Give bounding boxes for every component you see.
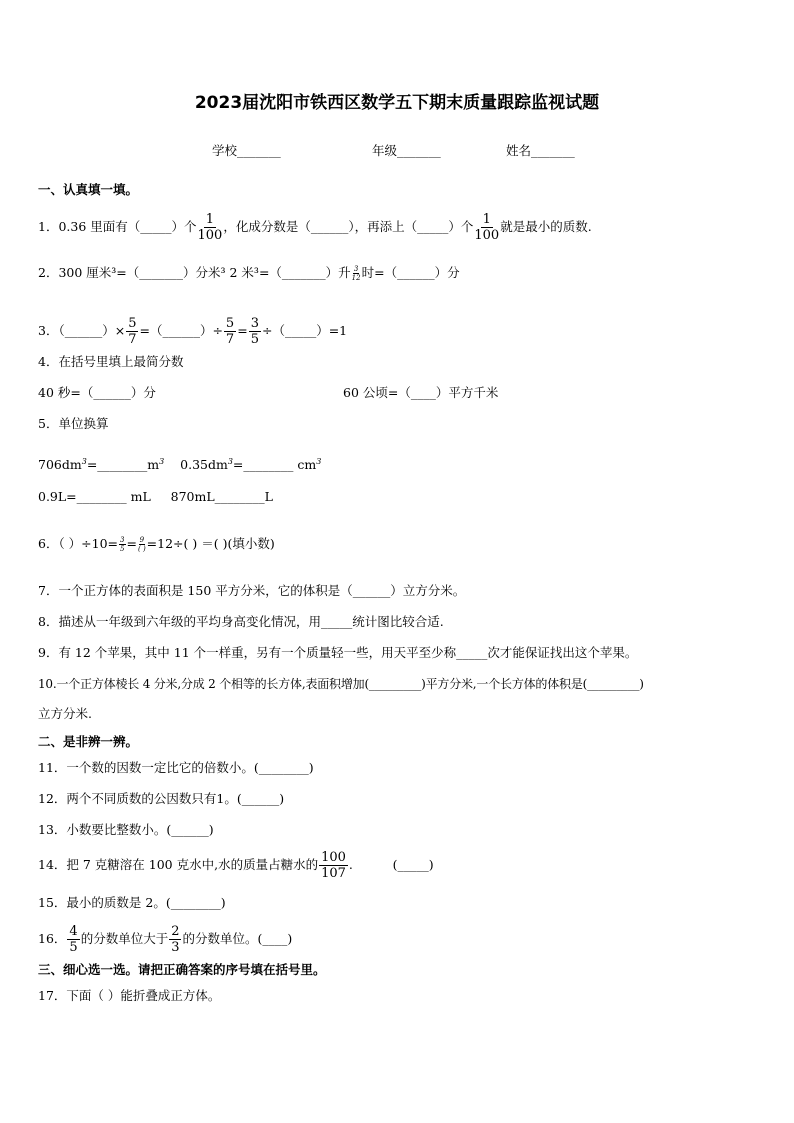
question-17: 17．下面（ ）能折叠成正方体。 bbox=[38, 988, 221, 1003]
fraction: $\frac{2}{3}$ bbox=[171, 924, 180, 955]
q16-text-a: 16． bbox=[38, 931, 67, 946]
q3-text-b: =（______）÷ bbox=[139, 323, 223, 338]
question-16 bbox=[38, 924, 292, 955]
q14-text-a: 14．把 7 克糖溶在 100 克水中,水的质量占糖水的 bbox=[38, 857, 319, 872]
question-4a: 40 秒=（______）分 bbox=[38, 385, 156, 400]
question-4: 4．在括号里填上最简分数 bbox=[38, 354, 184, 369]
q6-text-a: 6．（ ）÷10= bbox=[38, 536, 119, 551]
section-3-heading: 三、细心选一选。请把正确答案的序号填在括号里。 bbox=[38, 962, 326, 977]
question-12: 12．两个不同质数的公因数只有1。(______) bbox=[38, 791, 285, 806]
fraction: $\frac{4}{5}$ bbox=[69, 924, 78, 955]
fraction: $\frac{3}{5}$ bbox=[250, 316, 259, 347]
q1-text-b: ，化成分数是（______），再添上（_____）个 bbox=[223, 219, 474, 234]
question-10: 10.一个正方体棱长 4 分米,分成 2 个相等的长方体,表面积增加(_________)平方分米,一个长方体的体积是(_________) bbox=[38, 677, 644, 691]
q16-text-c: 的分数单位。(____) bbox=[182, 931, 293, 946]
question-9: 9．有 12 个苹果，其中 11 个一样重，另有一个质量轻一些，用天平至少称_____次才能保证找出这个苹果。 bbox=[38, 645, 638, 660]
grade-field: 年级_______ bbox=[372, 143, 441, 158]
question-14 bbox=[38, 850, 434, 881]
page-title: 2023届沈阳市铁西区数学五下期末质量跟踪监视试题 bbox=[194, 93, 600, 113]
small-fraction: 9 ( ) bbox=[137, 536, 146, 553]
q2-text-b: 时=（______）分 bbox=[361, 265, 460, 280]
question-5: 5．单位换算 bbox=[38, 416, 109, 431]
equals-sign: = bbox=[126, 536, 137, 551]
fraction: $\frac{100}{107}$ bbox=[321, 850, 346, 881]
question-3 bbox=[38, 316, 347, 347]
q2-text-a: 2．300 厘米³=（_______）分米³ 2 米³=（_______）升 bbox=[38, 265, 351, 280]
fraction: $\frac{1}{100}$ bbox=[197, 212, 223, 243]
q1-text-c: 就是最小的质数. bbox=[500, 219, 592, 234]
question-10-continued: 立方分米. bbox=[38, 706, 92, 721]
q6-text-b: =12÷( ) ＝( )(填小数) bbox=[146, 536, 275, 551]
question-8: 8．描述从一年级到六年级的平均身高变化情况，用_____统计图比较合适. bbox=[38, 614, 444, 629]
question-2 bbox=[38, 265, 460, 282]
q1-text-a: 1．0.36 里面有（_____）个 bbox=[38, 219, 197, 234]
question-1 bbox=[38, 212, 592, 243]
question-7: 7．一个正方体的表面积是 150 平方分米，它的体积是（______）立方分米。 bbox=[38, 583, 466, 598]
small-fraction: $\frac{3}{12}$ bbox=[351, 265, 361, 282]
fraction: $\frac{1}{100}$ bbox=[474, 212, 500, 243]
question-15: 15．最小的质数是 2。(________) bbox=[38, 895, 226, 910]
section-2-heading: 二、是非辨一辨。 bbox=[38, 734, 139, 749]
q14-text-b: . (_____) bbox=[348, 857, 434, 872]
question-4b: 60 公顷=（____）平方千米 bbox=[343, 385, 499, 400]
small-fraction: $\frac{3}{5}$ bbox=[120, 536, 125, 553]
school-field: 学校_______ bbox=[212, 143, 281, 158]
q3-text-a: 3．（______）× bbox=[38, 323, 126, 338]
question-5b: 0.9L=________ mL 870mL________L bbox=[38, 489, 273, 504]
equals-sign: = bbox=[237, 323, 248, 338]
question-5a: $706dm^3=\_\_\_\_\_\_\_\_m^3$ $0.35dm^3=\_\_\_\_\_\_\_\_$ $cm^3$ bbox=[38, 457, 322, 473]
question-13: 13．小数要比整数小。(______) bbox=[38, 822, 214, 837]
q3-text-c: ÷（_____）=1 bbox=[261, 323, 348, 338]
section-1-heading: 一、认真填一填。 bbox=[38, 182, 139, 197]
fraction: $\frac{5}{7}$ bbox=[225, 316, 235, 347]
name-field: 姓名_______ bbox=[506, 143, 575, 158]
fraction: $\frac{5}{7}$ bbox=[128, 316, 137, 347]
q16-text-b: 的分数单位大于 bbox=[80, 931, 169, 946]
question-11: 11．一个数的因数一定比它的倍数小。(________) bbox=[38, 760, 314, 775]
question-6 bbox=[38, 536, 275, 553]
